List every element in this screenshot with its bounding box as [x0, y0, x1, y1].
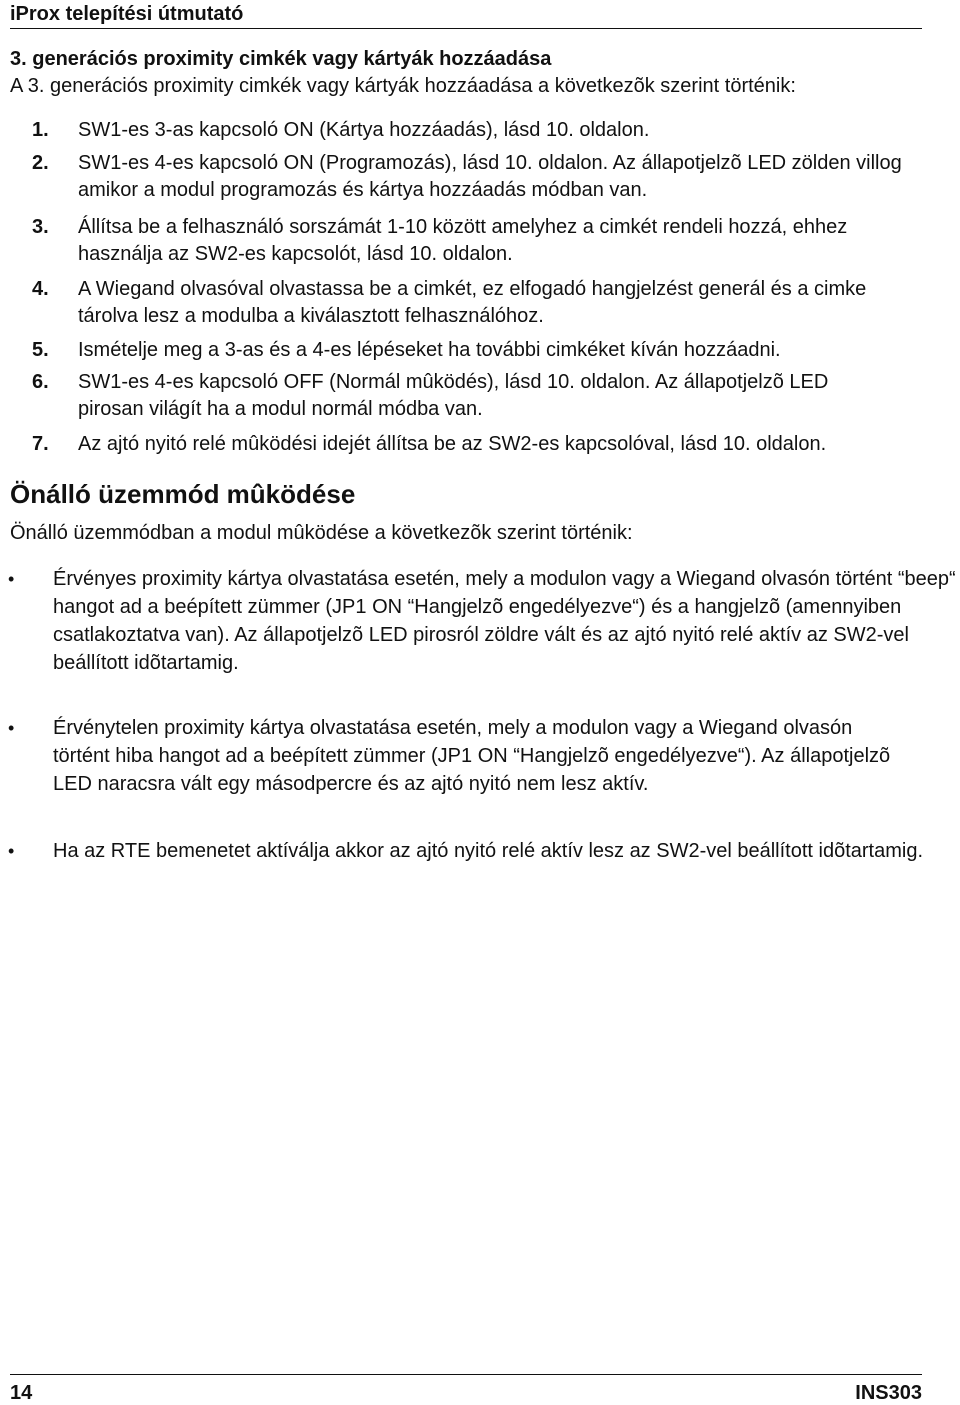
step-number: 4.: [32, 278, 49, 300]
bullet-icon: •: [8, 841, 15, 861]
step-text: Állítsa be a felhasználó sorszámát 1-10 között amelyhez a cimkét rendeli hozzá, ehhez használja az SW2-es kapcsolót, lásd 10. oldalon.: [78, 216, 848, 265]
footer-divider: [10, 1374, 922, 1375]
step-number: 2.: [32, 152, 49, 174]
step-text: Az ajtó nyitó relé mûködési idejét állítsa be az SW2-es kapcsolóval, lásd 10. oldalon.: [78, 433, 827, 455]
section-title-add-cards: 3. generációs proximity cimkék vagy kártyák hozzáadása: [10, 48, 552, 70]
step-number: 7.: [32, 433, 49, 455]
document-title: iProx telepítési útmutató: [10, 3, 244, 25]
bullet-text: Ha az RTE bemenetet aktíválja akkor az ajtó nyitó relé aktív lesz az SW2-vel beállított idõtartamig.: [53, 840, 924, 862]
step-text: A Wiegand olvasóval olvastassa be a cimkét, ez elfogadó hangjelzést generál és a cimke tárolva lesz a modulba a kiválasztott felhasználóhoz.: [78, 278, 867, 327]
step-number: 3.: [32, 216, 49, 238]
document-code: INS303: [855, 1382, 922, 1404]
bullet-text: Érvényes proximity kártya olvastatása esetén, mely a modulon vagy a Wiegand olvasón történt “beep“ hangot ad a beépített zümmer (JP1 ON “Hangjelzõ engedélyezve“) és a hangjelzõ (amennyiben csatlakoztatva van). Az állapotjelzõ LED pirosról zöldre vált és az ajtó nyitó relé aktív az SW2-vel beállított idõtartamig.: [53, 568, 956, 674]
step-text: Ismételje meg a 3-as és a 4-es lépéseket ha további cimkéket kíván hozzáadni.: [78, 339, 781, 361]
section-intro-standalone-mode: Önálló üzemmódban a modul mûködése a következõk szerint történik:: [10, 522, 633, 544]
step-number: 6.: [32, 371, 49, 393]
page-header: [10, 0, 922, 29]
bullet-icon: •: [8, 569, 15, 589]
bullet-icon: •: [8, 718, 15, 738]
bullet-text: Érvénytelen proximity kártya olvastatása esetén, mely a modulon vagy a Wiegand olvasón történt hiba hangot ad a beépített zümmer (JP1 ON “Hangjelzõ engedélyezve“). Az állapotjelzõ LED naracsra vált egy másodpercre és az ajtó nyitó nem lesz aktív.: [53, 717, 891, 795]
page-number: 14: [10, 1382, 33, 1404]
section-heading-standalone-mode: Önálló üzemmód mûködése: [10, 479, 356, 509]
step-text: SW1-es 3-as kapcsoló ON (Kártya hozzáadás), lásd 10. oldalon.: [78, 119, 650, 141]
step-number: 5.: [32, 339, 49, 361]
step-text: SW1-es 4-es kapcsoló ON (Programozás), lásd 10. oldalon. Az állapotjelzõ LED zölden villog amikor a modul programozás és kártya hozzáadás módban van.: [78, 152, 902, 201]
step-text: SW1-es 4-es kapcsoló OFF (Normál mûködés), lásd 10. oldalon. Az állapotjelzõ LED pirosan világít ha a modul normál módba van.: [78, 371, 829, 420]
step-number: 1.: [32, 119, 49, 141]
section-intro-add-cards: A 3. generációs proximity cimkék vagy kártyák hozzáadása a következõk szerint történik:: [10, 75, 796, 97]
